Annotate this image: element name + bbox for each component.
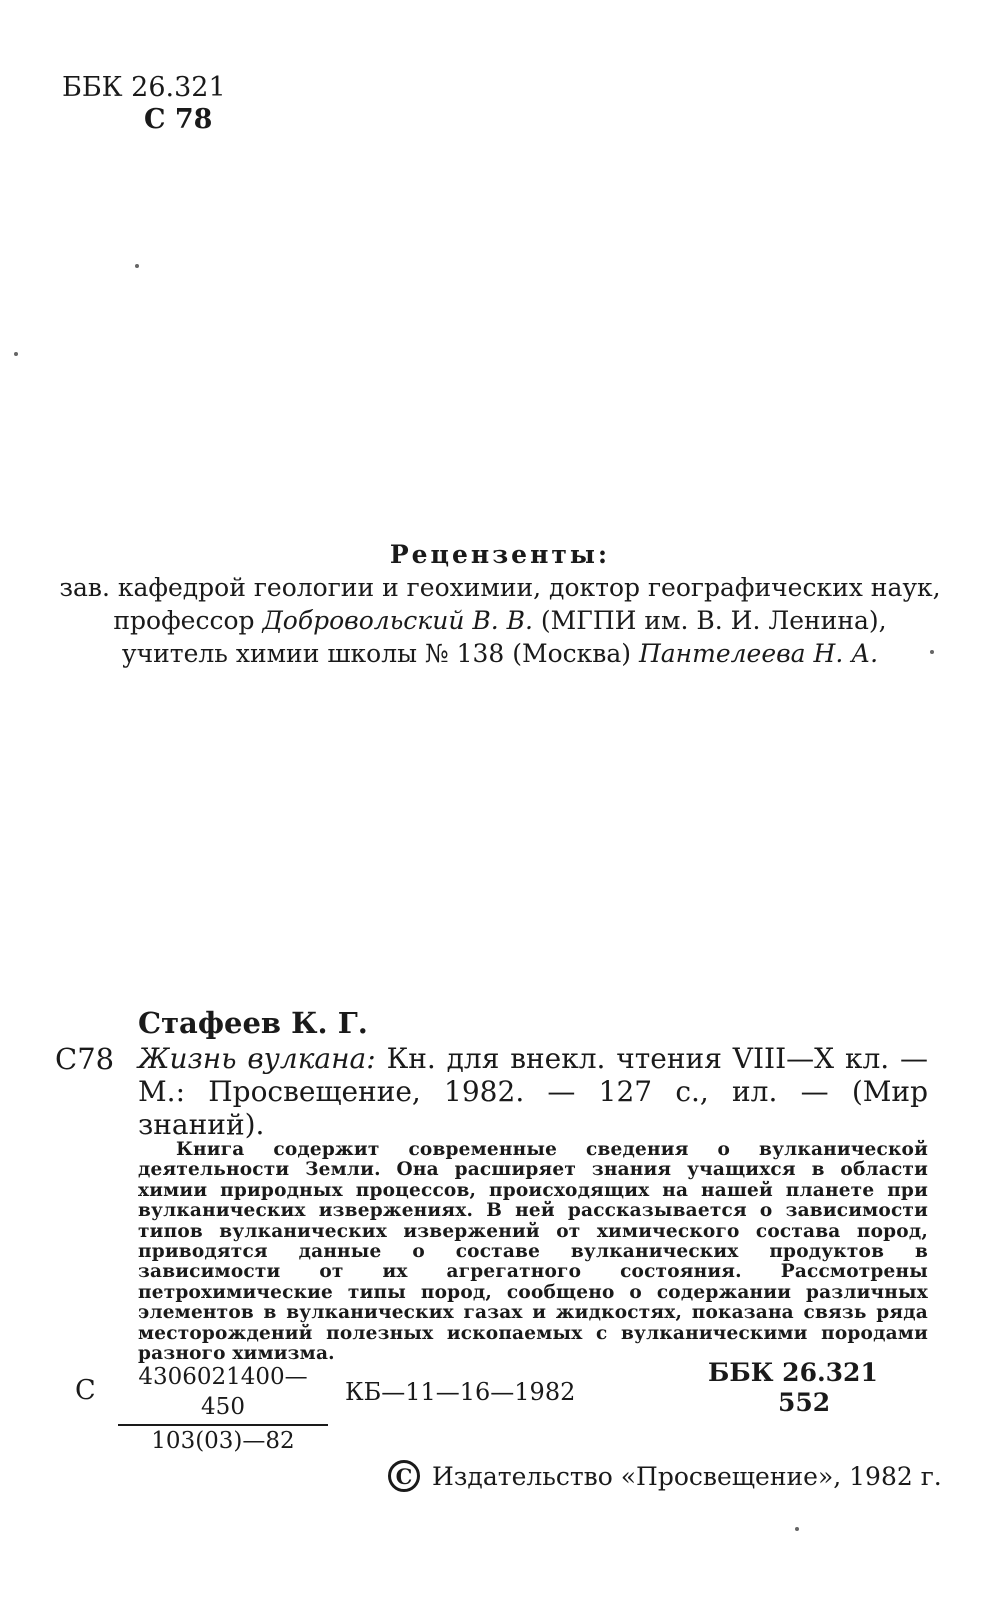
index-denominator: 103(03)—82: [151, 1428, 295, 1454]
bbk-bottom-code: ББК 26.321: [708, 1358, 878, 1387]
dust-speck: [135, 264, 139, 268]
bbk-classification-top: [62, 72, 226, 136]
kb-code: КБ—11—16—1982: [345, 1378, 576, 1406]
index-letter: С: [75, 1375, 96, 1406]
dust-speck: [930, 650, 934, 654]
reviewer-line-2-prefix: профессор: [113, 606, 263, 635]
reviewers-heading: Рецензенты:: [389, 540, 611, 569]
index-fraction: [118, 1362, 328, 1456]
catalog-call-number: С78: [55, 1042, 115, 1076]
cutter-code: С 78: [144, 104, 213, 135]
abstract: [138, 1140, 928, 1364]
copyright-line: [388, 1460, 942, 1492]
catalog-title: Жизнь вулкана:: [138, 1042, 376, 1075]
reviewer-line-2: [0, 604, 1000, 637]
reviewer-line-1: зав. кафедрой геологии и геохимии, доктор географических наук,: [59, 573, 941, 602]
reviewer-name-1: Добровольский В. В.: [262, 606, 533, 635]
copyright-text: Издательство «Просвещение», 1982 г.: [432, 1461, 942, 1491]
reviewers-block: [0, 538, 1000, 670]
dust-speck: [14, 352, 18, 356]
reviewer-line-3: [0, 637, 1000, 670]
catalog-title-description: [138, 1042, 928, 1141]
reviewer-name-2: Пантелеева Н. А.: [638, 639, 879, 668]
reviewer-line-2-suffix: (МГПИ им. В. И. Ленина),: [532, 606, 887, 635]
bbk-bottom-sub: 552: [778, 1388, 831, 1417]
bbk-classification-bottom: [708, 1358, 878, 1418]
bbk-code: ББК 26.321: [62, 72, 226, 103]
catalog-author: Стафеев К. Г.: [138, 1006, 368, 1040]
copyright-icon: C: [388, 1460, 420, 1492]
catalog-description: Кн. для внекл. чтения VIII—X кл. — М.: Просвещение, 1982. — 127 с., ил. — (Мир знаний).: [138, 1042, 929, 1141]
reviewer-line-3-prefix: учитель химии школы № 138 (Москва): [121, 639, 639, 668]
dust-speck: [795, 1527, 799, 1531]
index-numerator: 4306021400—450: [118, 1362, 328, 1426]
abstract-text: Книга содержит современные сведения о вулканической деятельности Земли. Она расширяет знания учащихся в области химии природных процессов, происходящих на нашей планете при вулканических извержениях. В ней рассказывается о зависимости типов вулканических извержений от химического состава пород, приводятся данные о составе вулканических продуктов в зависимости от их агрегатного состояния. Рассмотрены петрохимические типы пород, сообщено о содержании различных элементов в вулканических газах и жидкостях, показана связь ряда месторождений полезных ископаемых с вулканическими породами разного химизма.: [138, 1139, 928, 1365]
